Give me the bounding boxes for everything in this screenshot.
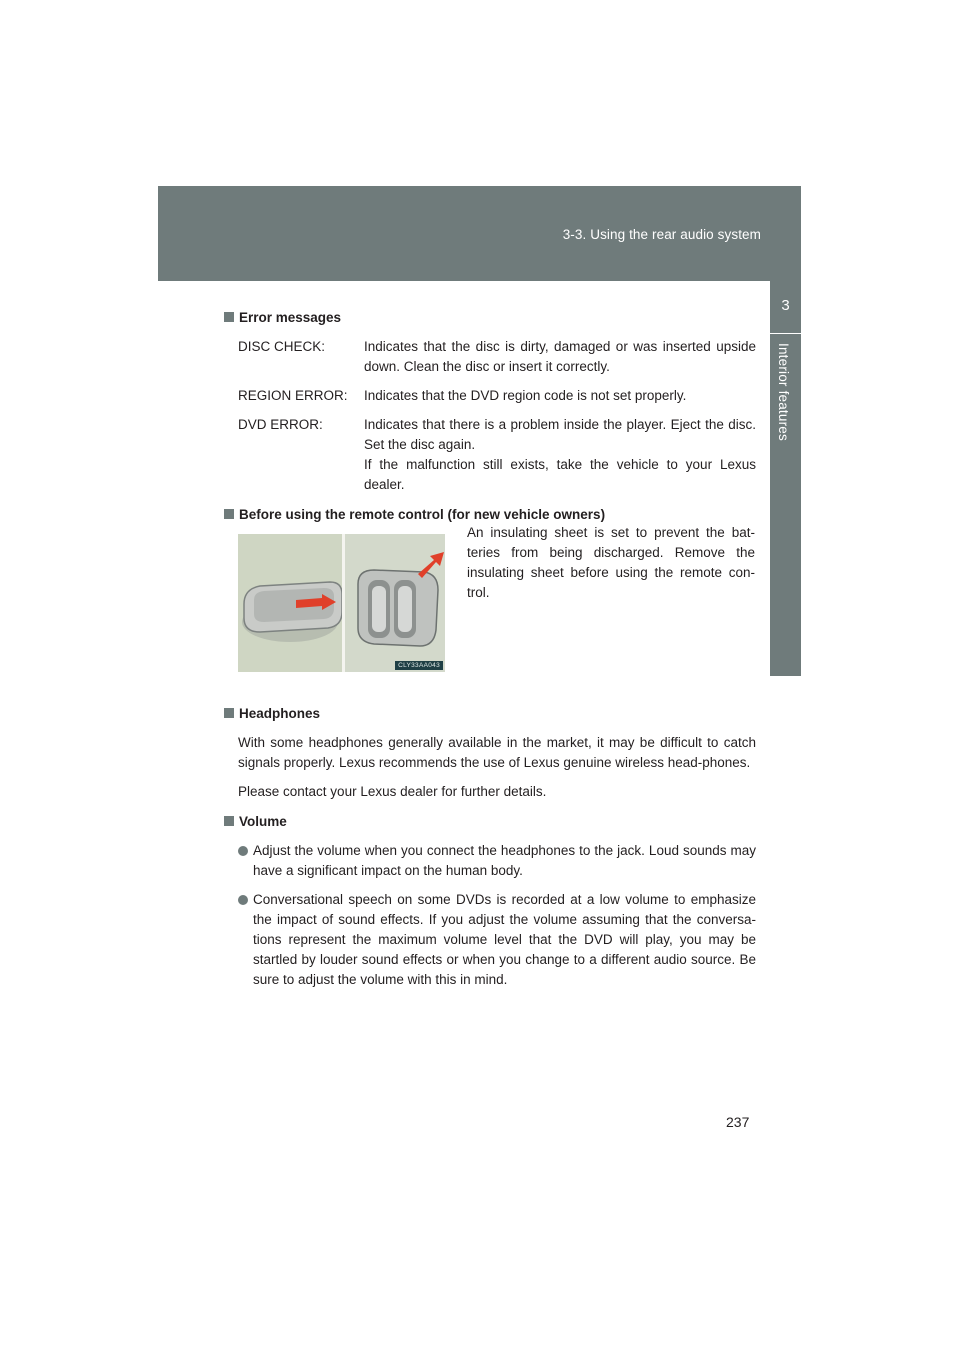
remote-control-heading: Before using the remote control (for new vehicle owners): [224, 505, 756, 525]
section-title: 3-3. Using the rear audio system: [562, 227, 761, 242]
image-code: CLY33AA043: [395, 661, 443, 670]
volume-bullet: Conversational speech on some DVDs is recorded at a low volume to emphasize the impact of sound effects. If you adjust the volume assuming that the conversa-tions represent the maximum volume level that the DVD will play, you may be startled by louder sound effects or when you change to a different audio source. Be sure to adjust the volume with this in mind.: [224, 890, 756, 990]
headphones-paragraph: With some headphones generally available in the market, it may be difficult to catch signals properly. Lexus recommends the use of Lexus genuine wireless head-phones.: [238, 735, 756, 770]
square-bullet-icon: [224, 509, 234, 519]
remote-control-battery-photo: [238, 534, 445, 672]
chapter-tab: [770, 281, 801, 676]
round-bullet-icon: [238, 846, 248, 856]
error-item-region-error: [224, 386, 756, 406]
photo-divider: [342, 534, 345, 672]
square-bullet-icon: [224, 816, 234, 826]
error-item-dvd-error: [224, 415, 756, 495]
headphones-heading: Headphones: [224, 704, 756, 724]
headphones-contact-paragraph: Please contact your Lexus dealer for further details.: [238, 784, 547, 799]
error-description: Indicates that the DVD region code is not set properly.: [364, 388, 687, 403]
error-messages-heading: Error messages: [224, 308, 756, 328]
error-description: Indicates that there is a problem inside the player. Eject the disc. Set the disc again. If the malfunction still exists, take the vehicle to your Lexus dealer.: [364, 417, 756, 492]
insulating-sheet-text: An insulating sheet is set to prevent the bat-teries from being discharged. Remove the insulating sheet before using the remote con-trol.: [467, 525, 755, 600]
error-item-disc-check: [224, 337, 756, 377]
error-term: DVD ERROR:: [238, 417, 323, 432]
volume-bullet: Adjust the volume when you connect the headphones to the jack. Loud sounds may have a significant impact on the human body.: [224, 841, 756, 881]
error-term: REGION ERROR:: [238, 388, 348, 403]
error-description: Indicates that the disc is dirty, damaged or was inserted upside down. Clean the disc or insert it correctly.: [364, 339, 756, 374]
chapter-number: 3: [781, 297, 790, 314]
square-bullet-icon: [224, 312, 234, 322]
page-number: 237: [726, 1114, 750, 1130]
section-header-bar: [158, 186, 801, 281]
chapter-tab-divider: [770, 333, 801, 334]
square-bullet-icon: [224, 708, 234, 718]
volume-heading: Volume: [224, 812, 756, 832]
chapter-label: Interior features: [776, 343, 791, 441]
error-term: DISC CHECK:: [238, 339, 326, 354]
page-content: [224, 308, 756, 999]
remote-control-block: [224, 525, 756, 688]
round-bullet-icon: [238, 895, 248, 905]
